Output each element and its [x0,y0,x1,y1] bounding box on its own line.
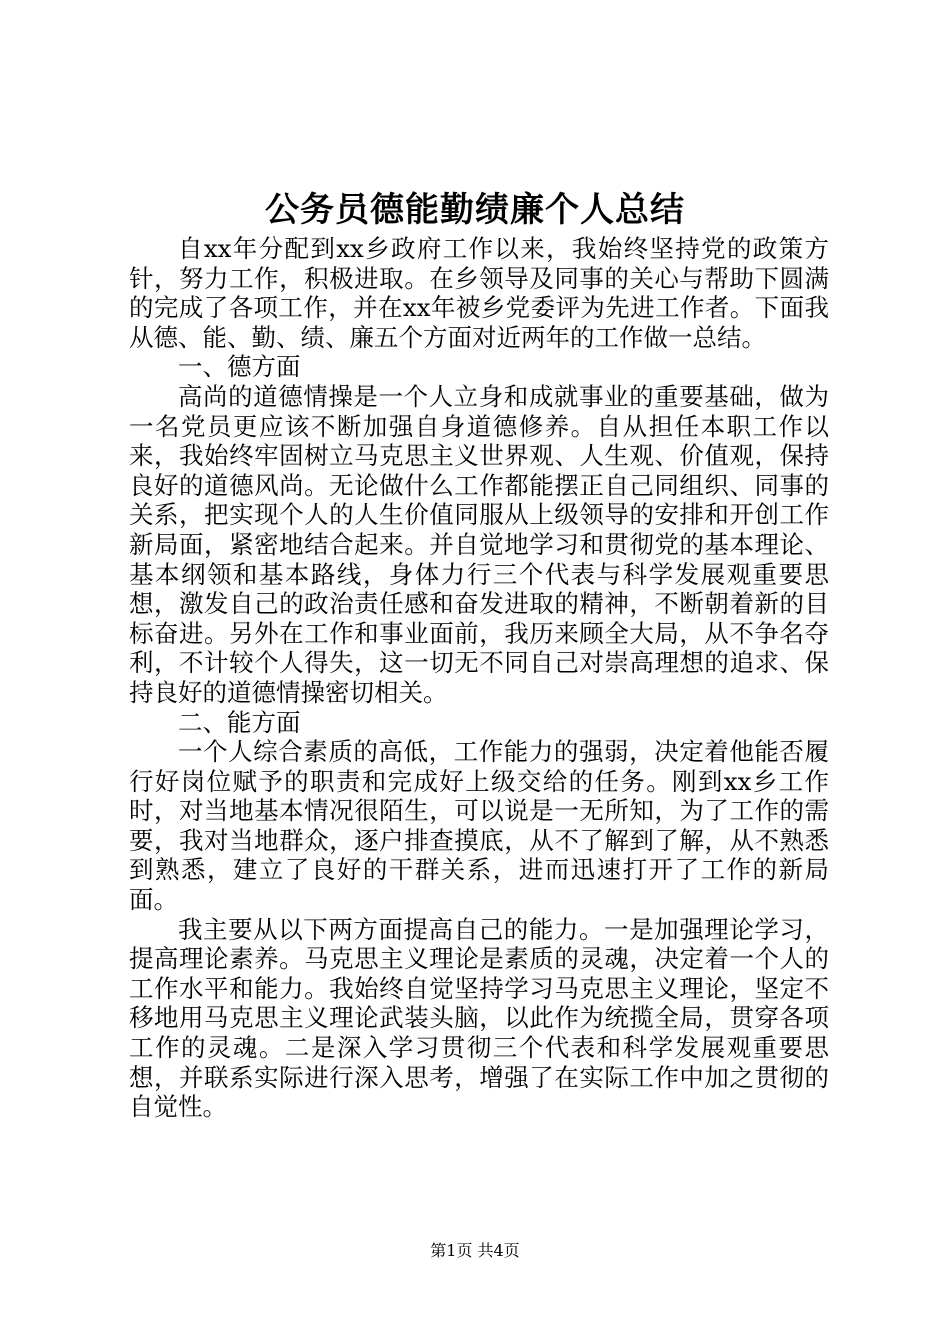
document-body [129,234,829,1122]
section-heading-neng: 二、能方面 [178,707,301,737]
neng-paragraph-2: 我主要从以下两方面提高自己的能力。一是加强理论学习，提高理论素养。马克思主义理论是素质的灵魂，决定着一个人的工作水平和能力。我始终自觉坚持学习马克思主义理论，坚定不移地用马克思主义理论武装头脑，以此作为统揽全局，贯穿各项工作的灵魂。二是深入学习贯彻三个代表和科学发展观重要思想，并联系实际进行深入思考，增强了在实际工作中加之贯彻的自觉性。 [129,914,829,1122]
page-footer: 第1页 共4页 [430,1241,520,1260]
neng-paragraph-1: 一个人综合素质的高低，工作能力的强弱，决定着他能否履行好岗位赋予的职责和完成好上级交给的任务。刚到xx乡工作时，对当地基本情况很陌生，可以说是一无所知，为了工作的需要，我对当地群众，逐户排查摸底，从不了解到了解，从不熟悉到熟悉，建立了良好的干群关系，进而迅速打开了工作的新局面。 [129,737,829,915]
intro-paragraph: 自xx年分配到xx乡政府工作以来，我始终坚持党的政策方针，努力工作，积极进取。在乡领导及同事的关心与帮助下圆满的完成了各项工作，并在xx年被乡党委评为先进工作者。下面我从德、能、勤、绩、廉五个方面对近两年的工作做一总结。 [129,234,829,352]
de-paragraph: 高尚的道德情操是一个人立身和成就事业的重要基础，做为一名党员更应该不断加强自身道德修养。自从担任本职工作以来，我始终牢固树立马克思主义世界观、人生观、价值观，保持良好的道德风尚。无论做什么工作都能摆正自己同组织、同事的关系，把实现个人的人生价值同服从上级领导的安排和开创工作新局面，紧密地结合起来。并自觉地学习和贯彻党的基本理论、基本纲领和基本路线，身体力行三个代表与科学发展观重要思想，激发自己的政治责任感和奋发进取的精神，不断朝着新的目标奋进。另外在工作和事业面前，我历来顾全大局，从不争名夺利，不计较个人得失，这一切无不同自己对崇高理想的追求、保持良好的道德情操密切相关。 [129,381,829,707]
document-title: 公务员德能勤绩廉个人总结 [265,190,685,230]
section-heading-de: 一、德方面 [178,352,301,382]
